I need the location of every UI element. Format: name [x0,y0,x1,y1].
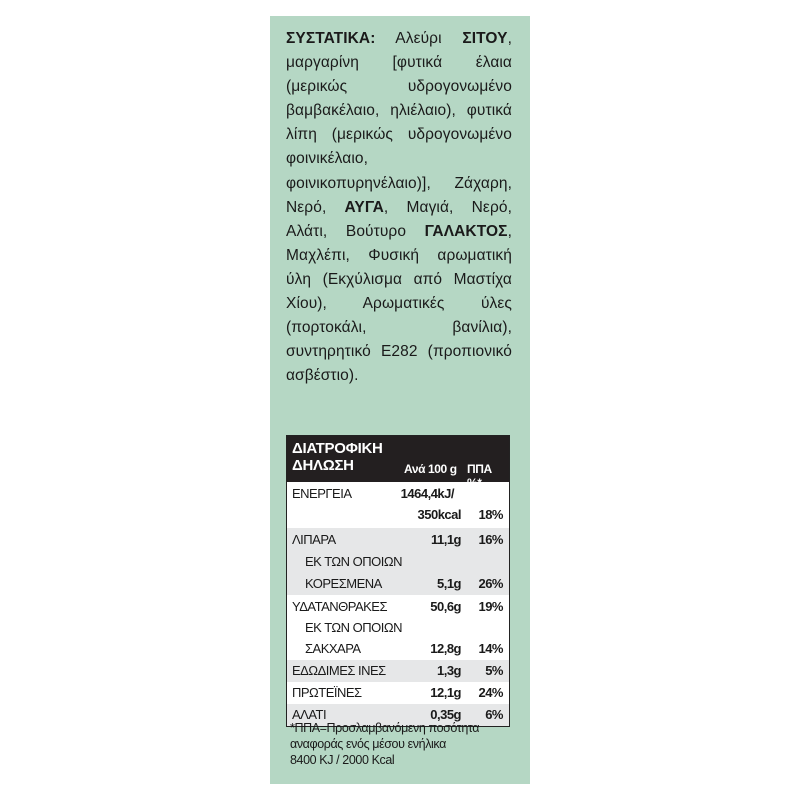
allergen-eggs: ΑΥΓΑ [344,198,384,216]
nutrition-table [286,435,510,727]
nutrient-label: ΥΔΑΤΑΝΘΡΑΚΕΣ [292,599,387,614]
nutrient-label: ΛΙΠΑΡΑ [292,532,336,547]
nutrient-percent: 6% [485,707,503,722]
nutrition-title [292,440,383,474]
nutrient-label: ΚΟΡΕΣΜΕΝΑ [305,576,382,591]
nutrition-table-header [287,436,509,490]
ingredients-part: , Μαγιά, Νερό, Αλάτι, Βούτυρο [286,198,512,240]
ingredients-text [286,27,512,388]
table-row [287,528,509,595]
nutrient-value: 1,3g [436,663,461,678]
nutrient-value: 0,35g [430,707,461,722]
table-row [287,595,509,660]
nutrient-value: 11,1g [430,532,461,547]
ingredients-part: Αλεύρι [375,30,463,47]
nutrition-title-line2: ΔΗΛΩΣΗ [292,457,354,474]
nutrient-label: ΕΔΩΔΙΜΕΣ ΙΝΕΣ [292,663,386,678]
footnote-line: 8400 KJ / 2000 Kcal [290,753,395,767]
nutrient-percent: 24% [478,685,503,700]
nutrient-percent: 5% [485,663,503,678]
nutrient-label: ΕΝΕΡΓΕΙΑ [292,486,352,501]
nutrient-value: 350kcal [417,507,461,522]
footnote [290,720,526,768]
footnote-line: *ΠΠΑ=Προσλαμβανόμενη ποσότητα [290,721,480,735]
table-row [287,505,509,528]
table-row [287,660,509,682]
nutrient-percent: 18% [478,507,503,522]
nutrient-value: 5,1g [436,576,461,591]
nutrient-value: 12,8g [430,641,461,656]
ingredients-heading: ΣΥΣΤΑΤΙΚΑ: [286,30,376,47]
nutrient-sublabel: ΕΚ ΤΩΝ ΟΠΟΙΩΝ [305,620,402,635]
nutrition-title-line1: ΔΙΑΤΡΟΦΙΚΗ [292,440,383,457]
nutrient-percent: 14% [478,641,503,656]
nutrient-value: 1464,4kJ/ [400,486,454,501]
nutrient-percent: 26% [478,576,503,591]
nutrient-label: ΑΛΑΤΙ [292,707,327,722]
column-header-per-100g: Ανά 100 g [404,462,457,476]
allergen-milk: ΓΑΛΑΚΤΟΣ [424,222,508,240]
nutrient-label: ΠΡΩΤΕΪΝΕΣ [292,685,362,700]
nutrient-value: 12,1g [430,685,461,700]
ingredients-part: , Μαχλέπι, Φυσική αρωματική ύλη (Εκχύλισμα από Μαστίχα Χίου), Αρωματικές ύλες (πορτοκάλι, βανίλια), συντηρητικό E282 (προπιονικό ασβέστιο). [286,222,512,385]
table-row [287,682,509,704]
column-header-percent: ΠΠΑ %* [467,462,492,490]
footnote-line: αναφοράς ενός μέσου ενήλικα [290,737,446,751]
nutrient-percent: 19% [478,599,503,614]
nutrient-label: ΣΑΚΧΑΡΑ [305,641,361,656]
ingredients-part: , μαργαρίνη [φυτικά έλαια (μερικώς υδρογονωμένο βαμβακέλαιο, ηλιέλαιο), φυτικά λίπη (μερικώς υδρογονωμένο φοινικέλαιο, φοινικοπυρηνέλαιο)], Ζάχαρη, Νερό, [286,30,512,216]
allergen-wheat: ΣΙΤΟΥ [462,30,508,47]
nutrient-sublabel: ΕΚ ΤΩΝ ΟΠΟΙΩΝ [305,554,402,569]
nutrient-value: 50,6g [430,599,461,614]
table-row [287,482,509,505]
nutrient-percent: 16% [478,532,503,547]
